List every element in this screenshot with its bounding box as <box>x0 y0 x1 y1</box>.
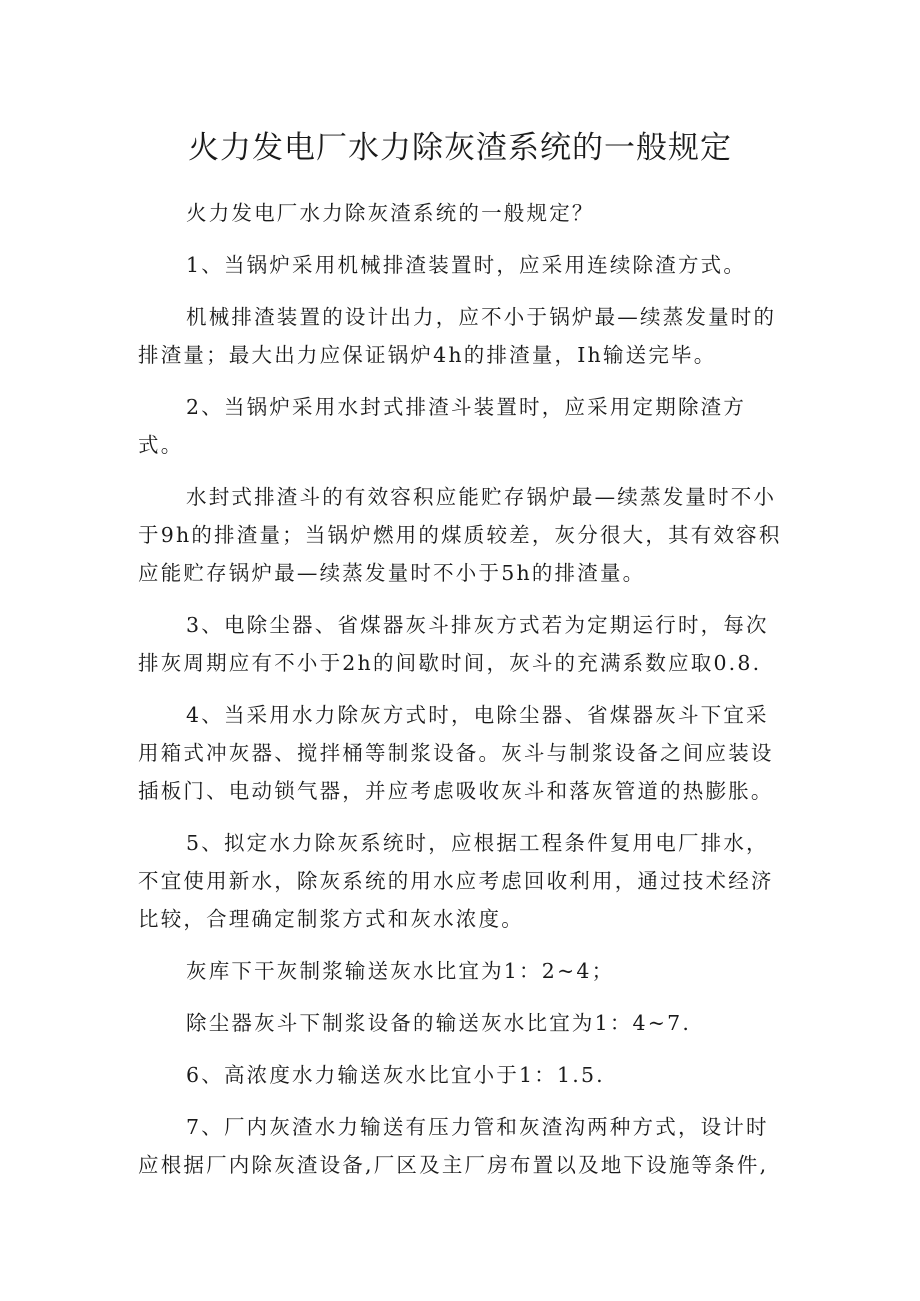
paragraph: 5、拟定水力除灰系统时，应根据工程条件复用电厂排水，不宜使用新水，除灰系统的用水应考虑回收利用，通过技术经济比较，合理确定制浆方式和灰水浓度。 <box>138 831 774 931</box>
paragraph: 7、厂内灰渣水力输送有压力管和灰渣沟两种方式，设计时应根据厂内除灰渣设备,厂区及主厂房布置以及地下设施等条件, <box>138 1115 769 1177</box>
paragraph: 1、当锅炉采用机械排渣装置时，应采用连续除渣方式。 <box>186 253 747 277</box>
paragraph: 2、当锅炉采用水封式排渣斗装置时，应采用定期除渣方式。 <box>138 395 747 457</box>
document-body <box>138 194 786 1184</box>
paragraph: 机械排渣装置的设计出力，应不小于锅炉最—续蒸发量时的排渣量；最大出力应保证锅炉4h的排渣量，Ih输送完毕。 <box>138 305 777 367</box>
paragraph: 火力发电厂水力除灰渣系统的一般规定？ <box>186 201 595 225</box>
paragraph: 3、电除尘器、省煤器灰斗排灰方式若为定期运行时，每次排灰周期应有不小于2h的间歇时间，灰斗的充满系数应取0.8. <box>138 613 769 675</box>
document-title: 火力发电厂水力除灰渣系统的一般规定 <box>188 130 732 166</box>
paragraph: 灰库下干灰制浆输送灰水比宜为1：2~4； <box>186 959 615 983</box>
paragraph: 水封式排渣斗的有效容积应能贮存锅炉最—续蒸发量时不小于9h的排渣量；当锅炉燃用的煤质较差，灰分很大，其有效容积应能贮存锅炉最—续蒸发量时不小于5h的排渣量。 <box>138 485 782 585</box>
paragraph: 4、当采用水力除灰方式时，电除尘器、省煤器灰斗下宜采用箱式冲灰器、搅拌桶等制浆设备。灰斗与制浆设备之间应装设插板门、电动锁气器，并应考虑吸收灰斗和落灰管道的热膨胀。 <box>138 703 774 803</box>
paragraph: 除尘器灰斗下制浆设备的输送灰水比宜为1：4~7. <box>186 1011 692 1035</box>
paragraph: 6、高浓度水力输送灰水比宜小于1：1.5. <box>186 1063 605 1087</box>
